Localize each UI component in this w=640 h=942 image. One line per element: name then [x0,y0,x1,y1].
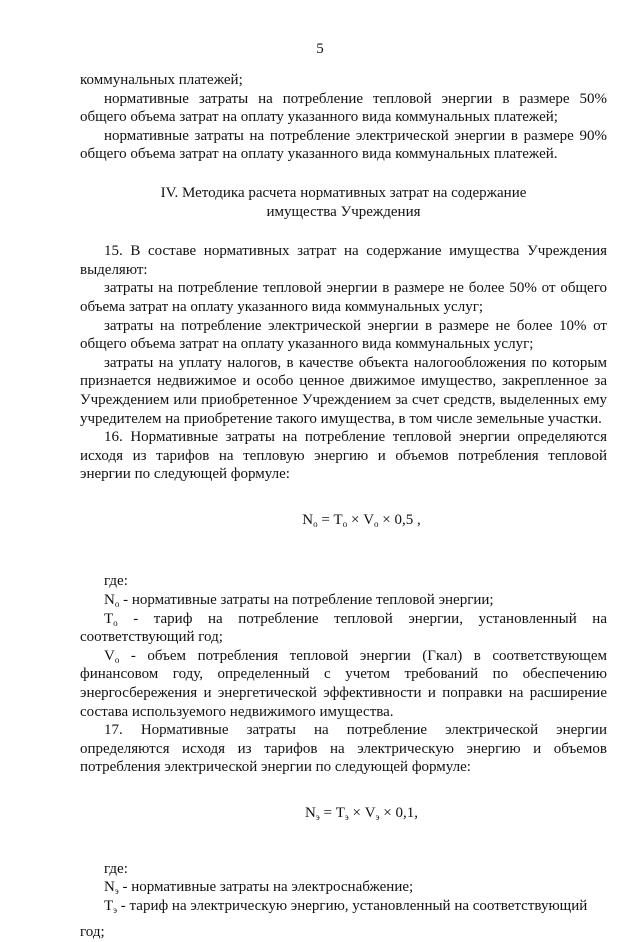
page-number: 5 [316,41,324,57]
formula-subscript: э [375,812,380,822]
definition: $T_э$ - тариф на электрическую энергию, установленный на соответствующий [104,897,588,915]
formula-var: V [364,805,376,821]
paragraph: нормативные затраты на потребление тепловой энергии в размере 50% общего объема затрат на оплату указанного вида коммунальных платежей; [80,90,607,126]
formula-end: , [413,511,421,528]
paragraph: 16. Нормативные затраты на потребление тепловой энергии определяются исходя из тарифов на тепловую энергию и объемов потребления тепловой энергии по следующей формуле: [80,429,607,483]
formula-var: N [305,805,316,821]
section-heading [80,184,607,221]
list-item: затраты на уплату налогов, в качестве объекта налогообложения по которым признается недвижимое и особо ценное движимое имущество, закрепленное за Учреждением или приобретенное Учреждением за счет средств, выделенных ему учредителем на приобретение такого имущества, в том числе земельные участки. [80,354,607,427]
formula-subscript: о [374,518,379,529]
where-label: где: [104,860,128,877]
formula-op: × [348,805,365,821]
paragraph: 15. В составе нормативных затрат на содержание имущества Учреждения выделяют: [80,243,607,278]
paragraph: нормативные затраты на потребление электрической энергии в размере 90% общего объема затрат на оплату указанного вида коммунальных платежей. [80,127,607,163]
definition: $N_о$ - нормативные затраты на потребление тепловой энергии; [104,592,494,610]
list-item: затраты на потребление электрической энергии в размере не более 10% от общего объема затрат на оплату указанного вида коммунальных услуг; [80,317,607,353]
paragraph: 17. Нормативные затраты на потребление электрической энергии определяются исходя из тарифов на электрическую энергию и объемов потребления электрической энергии по следующей формуле: [80,722,607,776]
list-item: затраты на потребление тепловой энергии в размере не более 50% от общего объема затрат на оплату указанного вида коммунальных услуг; [80,280,607,315]
heading-line: IV. Методика расчета нормативных затрат на содержание [160,184,527,201]
formula-var: V [363,511,375,528]
formula-var: T [335,805,345,821]
continuation-line: коммунальных платежей; [80,72,243,88]
definition: $V_о$ - объем потребления тепловой энергии (Гкал) в соответствующем финансовом году, определенный с учетом требований по обеспечению энергосбережения и энергетической эффективности и поправки на расширение состава используемого недвижимого имущества. [80,647,607,720]
formula-subscript: э [344,812,349,822]
heading-line: имущества Учреждения [266,203,421,220]
document-body [80,71,607,942]
formula-op: × [347,511,364,528]
formula-coef: 0,5 [394,511,414,528]
formula-subscript: э [315,812,320,822]
formula-var: N [302,511,314,528]
definition: $N_э$ - нормативные затраты на электроснабжение; [104,879,414,897]
formula-heat [80,511,607,530]
formula-op: = [317,511,334,528]
formula-op: × [379,805,396,821]
formula-op: = [319,805,336,821]
formula-subscript: о [342,518,348,529]
formula-op: × [378,511,395,528]
formula-electric [80,804,607,823]
definition-continuation: год; [80,924,105,941]
definition: $T_о$ - тариф на потребление тепловой энергии, установленный на соответствующий год; [80,610,607,646]
formula-var: T [333,511,343,528]
formula-end: , [414,805,418,821]
formula-coef: 0,1 [395,805,415,821]
where-label: где: [104,573,128,590]
formula-subscript: о [313,518,318,529]
